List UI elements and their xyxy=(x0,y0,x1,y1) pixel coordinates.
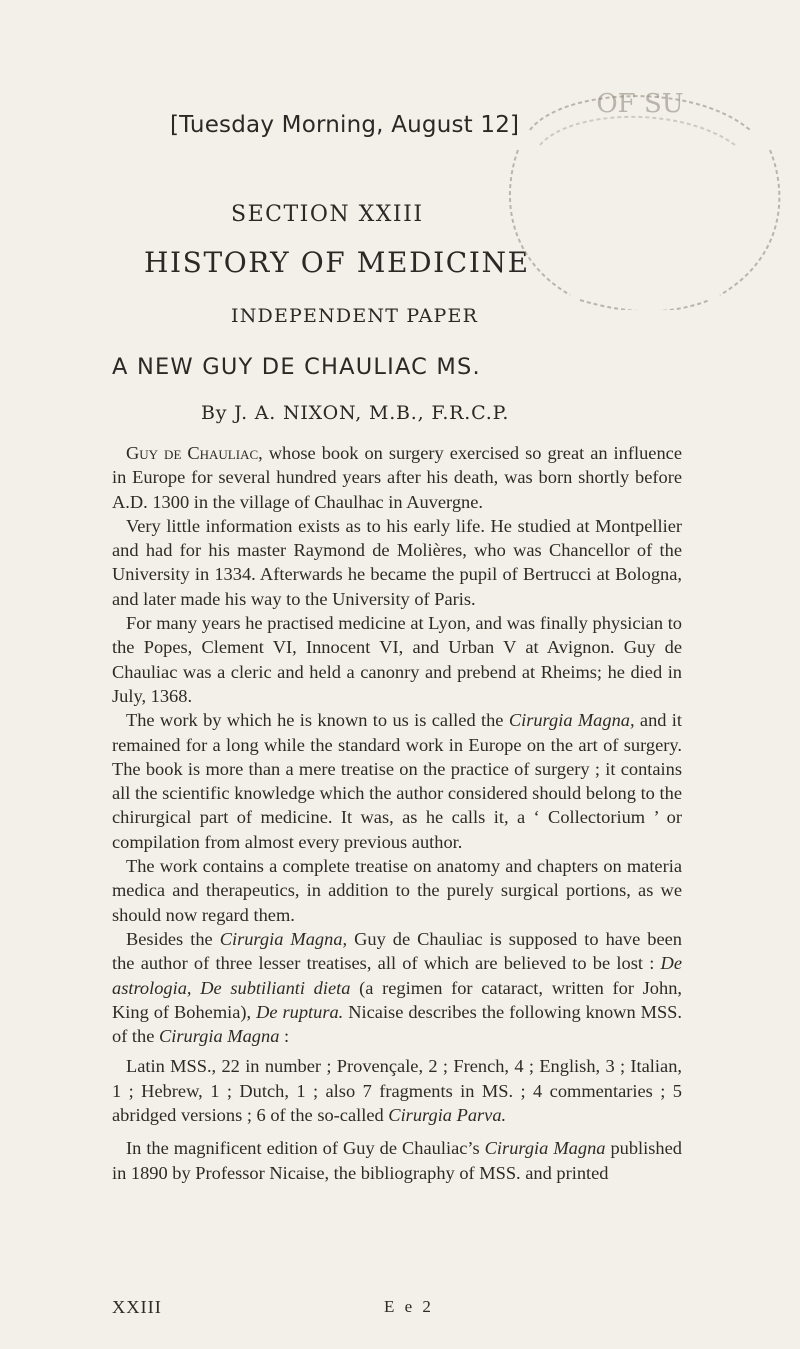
paragraph-4: The work by which he is known to us is called the Cirurgia Magna, and it remained for a long while the standard work in Europe on the art of surgery. The book is more than a mere treatise on the practice of surgery ; it contains all the scientific knowledge which the author considered should belong to the chirurgical part of medicine. It was, as he calls it, a ‘ Collectorium ’ or compilation from almost every previous author. xyxy=(112,710,683,852)
stamp-lettering: OF SU xyxy=(596,89,684,119)
paper-kind-label: INDEPENDENT PAPER xyxy=(231,305,479,327)
paragraph-8: In the magnificent edition of Guy de Chauliac’s Cirurgia Magna published in 1890 by Professor Nicaise, the bibliography of MSS. and printed xyxy=(112,1138,682,1183)
paragraph-6: Besides the Cirurgia Magna, Guy de Chauliac is supposed to have been the author of three lesser treatises, all of which are believed to be lost : De astrologia, De subtilianti dieta (a regimen for cataract, written for John, King of Bohemia), De ruptura. Nicaise describes the following known MSS. of the Cirurgia Magna : xyxy=(112,928,683,1047)
subject-title: HISTORY OF MEDICINE xyxy=(144,246,530,279)
author-byline: By J. A. NIXON, M.B., F.R.C.P. xyxy=(201,402,510,424)
signature-mark: XXIII xyxy=(112,1297,162,1317)
paragraph-1: Guy de Chauliac, whose book on surgery exercised so great an influence in Europe for several hundred years after his death, was born shortly before A.D. 1300 in the village of Chaulhac in Auvergne. xyxy=(112,443,682,512)
paragraph-3: For many years he practised medicine at Lyon, and was finally physician to the Popes, Clement VI, Innocent VI, and Urban V at Avignon. Guy de Chauliac was a cleric and held a canonry and prebend at Rheims; he died in July, 1368. xyxy=(112,613,682,706)
library-stamp-icon xyxy=(470,70,800,310)
article-body xyxy=(112,441,682,1185)
session-header: [Tuesday Morning, August 12] xyxy=(170,112,520,138)
section-title: SECTION XXIII xyxy=(231,202,424,227)
paper-title: A NEW GUY DE CHAULIAC MS. xyxy=(112,354,481,380)
paragraph-7: Latin MSS., 22 in number ; Provençale, 2 ; French, 4 ; English, 3 ; Italian, 1 ; Hebrew, 1 ; Dutch, 1 ; also 7 fragments in MS. ; 4 commentaries ; 5 abridged versions ; 6 of the so-called Cirurgia Parva. xyxy=(112,1056,682,1126)
paragraph-5: The work contains a complete treatise on anatomy and chapters on materia medica and therapeutics, in addition to the purely surgical portions, as we should now regard them. xyxy=(112,856,682,925)
paragraph-2: Very little information exists as to his early life. He studied at Montpellier and had for his master Raymond de Molières, who was Chancellor of the University in 1334. Afterwards he became the pupil of Bertrucci at Bologna, and later made his way to the University of Paris. xyxy=(112,515,682,609)
folio-mark: E e 2 xyxy=(384,1297,434,1316)
